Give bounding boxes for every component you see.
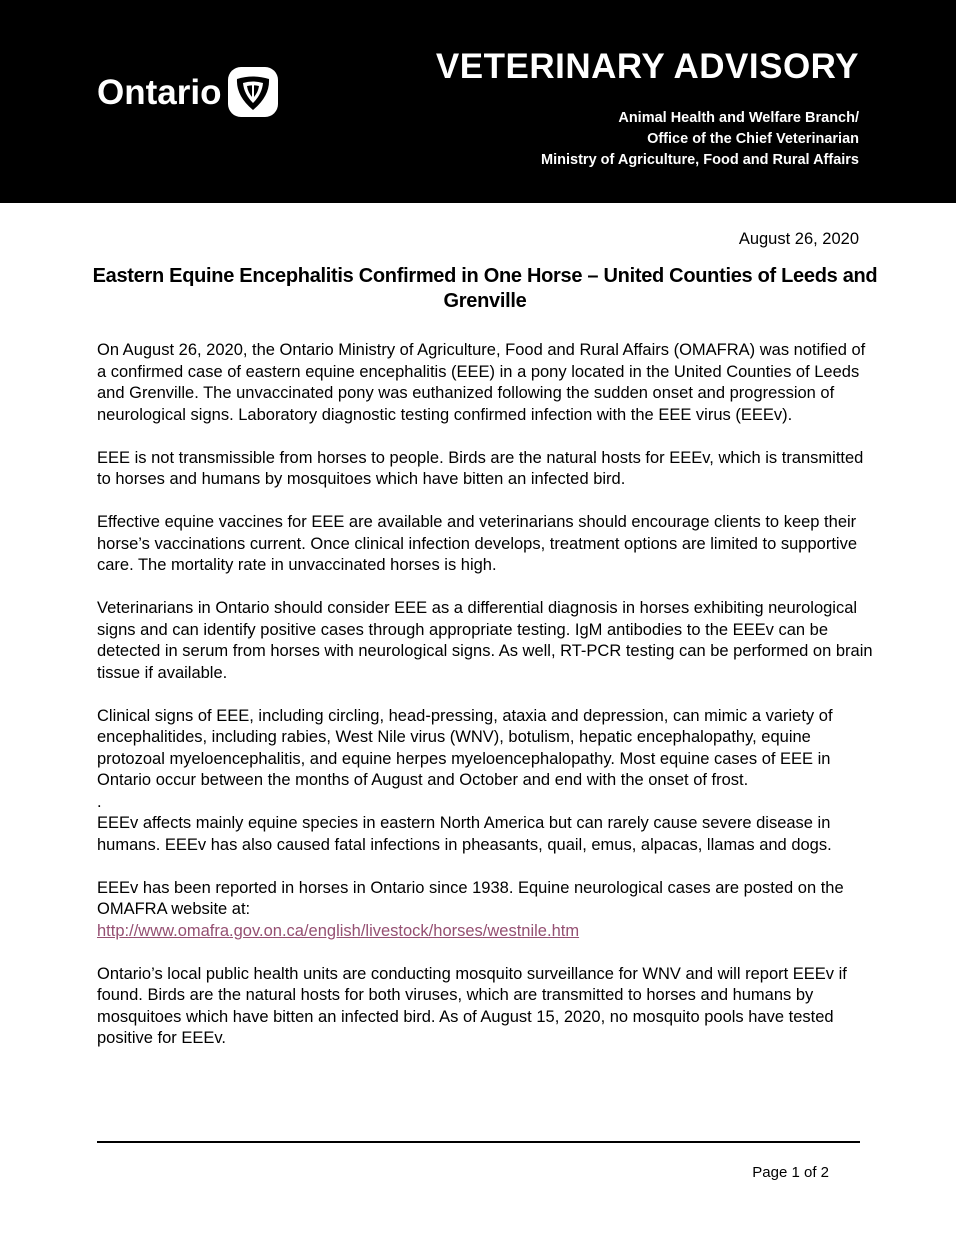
paragraph: EEEv affects mainly equine species in eastern North America but can rarely cause severe disease in humans. EEEv has also caused fatal infections in pheasants, quail, emus, alpacas, llamas and dogs. bbox=[97, 814, 832, 854]
document-title: Eastern Equine Encephalitis Confirmed in One Horse – United Counties of Leeds and Grenville bbox=[92, 265, 878, 312]
branch-line: Office of the Chief Veterinarian bbox=[647, 131, 859, 147]
stray-period: . bbox=[97, 792, 102, 811]
paragraph: Effective equine vaccines for EEE are available and veterinarians should encourage clients to keep their horse’s vaccinations current. Once clinical infection develops, treatment options are limited to supportive care. The mortality rate in unvaccinated horses is high. bbox=[97, 513, 857, 574]
branch-line: Ministry of Agriculture, Food and Rural Affairs bbox=[541, 152, 859, 168]
omafra-westnile-link[interactable]: http://www.omafra.gov.on.ca/english/livestock/horses/westnile.htm bbox=[97, 921, 580, 940]
paragraph: EEE is not transmissible from horses to people. Birds are the natural hosts for EEEv, which is transmitted to horses and humans by mosquitoes which have bitten an infected bird. bbox=[97, 448, 864, 488]
header-banner bbox=[0, 0, 956, 203]
trillium-icon bbox=[227, 66, 279, 118]
paragraph: Clinical signs of EEE, including circling, head-pressing, ataxia and depression, can mimic a variety of encephalitides, including rabies, West Nile virus (WNV), botulism, hepatic encephalopathy, equine protozoal myeloencephalitis, and equine herpes myeloencephalopathy. Most equine cases of EEE in Ontario occur between the months of August and October and end with the onset of frost. bbox=[97, 706, 833, 789]
document-body bbox=[97, 340, 877, 1071]
link-paragraph bbox=[97, 921, 877, 943]
ontario-logo bbox=[97, 66, 279, 118]
branch-line: Animal Health and Welfare Branch/ bbox=[618, 110, 859, 126]
paragraph: Ontario’s local public health units are conducting mosquito surveillance for WNV and will report EEEv if found. Birds are the natural hosts for both viruses, which are transmitted to horses and humans by mosquitoes which have bitten an infected bird. As of August 15, 2020, no mosquito pools have tested positive for EEEv. bbox=[97, 964, 847, 1047]
paragraph: Veterinarians in Ontario should consider EEE as a differential diagnosis in horses exhibiting neurological signs and can identify positive cases through appropriate testing. IgM antibodies to the EEEv can be detected in serum from horses with neurological signs. As well, RT-PCR testing can be performed on brain tissue if available. bbox=[97, 599, 873, 682]
page-number: Page 1 of 2 bbox=[752, 1164, 829, 1181]
paragraph: EEEv has been reported in horses in Ontario since 1938. Equine neurological cases are posted on the OMAFRA website at: bbox=[97, 878, 844, 918]
branch-info bbox=[541, 108, 859, 171]
logo-wordmark: Ontario bbox=[97, 72, 222, 112]
paragraph: On August 26, 2020, the Ontario Ministry of Agriculture, Food and Rural Affairs (OMAFRA) was notified of a confirmed case of eastern equine encephalitis (EEE) in a pony located in the United Counties of Leeds and Grenville. The unvaccinated pony was euthanized following the sudden onset and progression of neurological signs. Laboratory diagnostic testing confirmed infection with the EEE virus (EEEv). bbox=[97, 341, 866, 424]
footer-divider bbox=[97, 1141, 860, 1143]
advisory-date: August 26, 2020 bbox=[738, 230, 859, 248]
advisory-title: VETERINARY ADVISORY bbox=[435, 47, 859, 86]
